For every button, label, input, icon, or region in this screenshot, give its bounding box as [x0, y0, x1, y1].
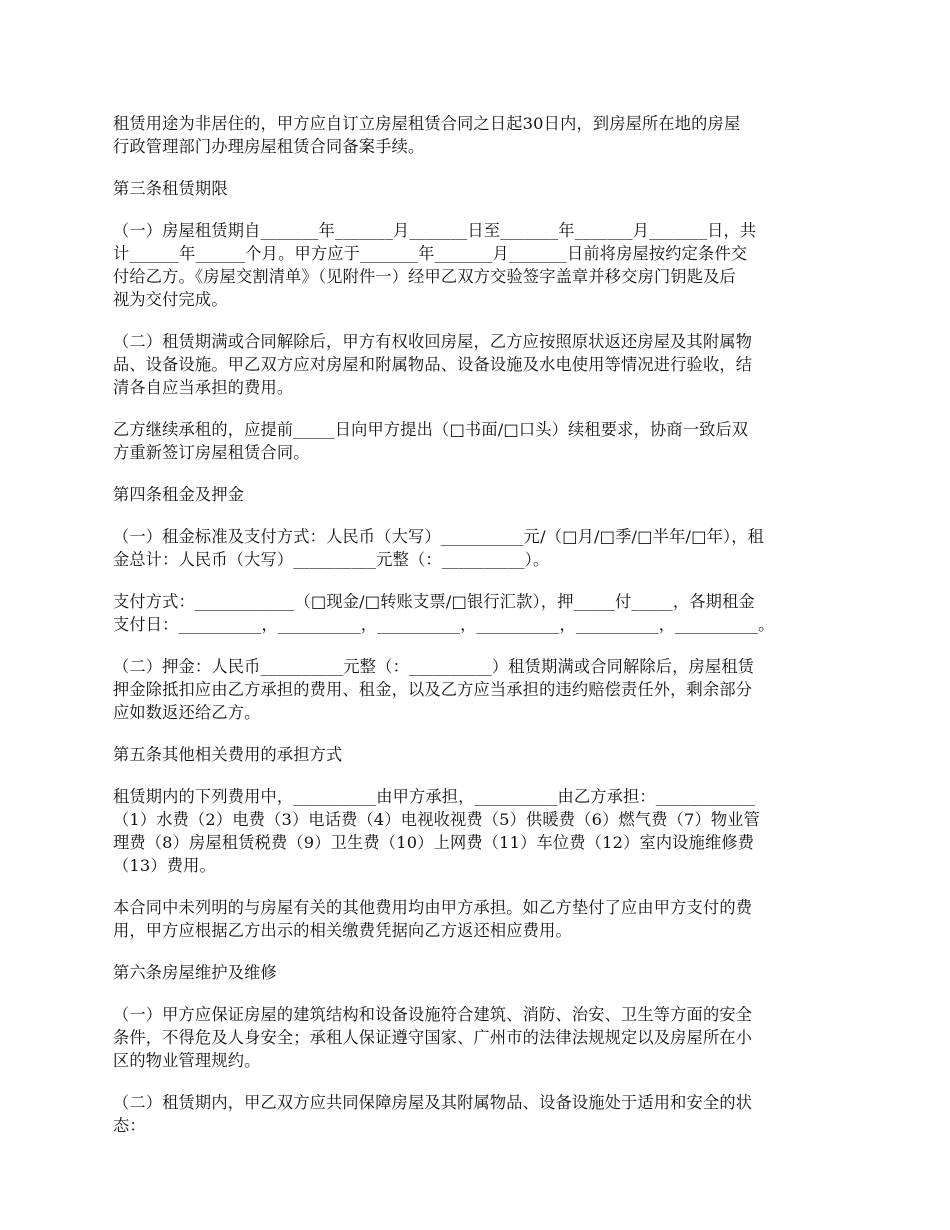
paragraph-unlisted-fees: 本合同中未列明的与房屋有关的其他费用均由甲方承担。如乙方垫付了应由甲方支付的费 用，甲方应根据乙方出示的相关缴费凭据向乙方返还相应费用。: [113, 898, 753, 940]
paragraph-joint-maintenance: （二）租赁期内，甲乙双方应共同保障房屋及其附属物品、设备设施处于适用和安全的状 态：: [113, 1093, 753, 1135]
paragraph-lease-expiry-return: （二）租赁期满或合同解除后，甲方有权收回房屋，乙方应按照原状返还房屋及其附属物 品、设备设施。甲乙双方应对房屋和附属物品、设备设施及水电使用等情况进行验收，结 清各自应当承担的费用。: [113, 332, 753, 397]
paragraph-rent-standard: （一）租金标准及支付方式：人民币（大写）__________元/（□月/□季/□半年/□年），租 金总计：人民币（大写）__________元整（：__________）。: [113, 527, 765, 569]
paragraph-filing-requirement: 租赁用途为非居住的，甲方应自订立房屋租赁合同之日起30日内，到房屋所在地的房屋 行政管理部门办理房屋租赁合同备案手续。: [113, 114, 741, 156]
section-heading-other-fees: 第五条其他相关费用的承担方式: [113, 745, 343, 764]
section-heading-lease-term: 第三条租赁期限: [113, 179, 228, 198]
document-body: [113, 112, 843, 1156]
section-heading-rent-deposit: 第四条租金及押金: [113, 485, 245, 504]
paragraph-lease-period: （一）房屋租赁期自_______年_______月_______日至_______年_______月_______日，共 计______年______个月。甲方应于_______年_______月_______日前将房屋按约定条件交 付给乙方。《房屋交割清单》（见附件一）经甲乙双方交验签字盖章并移交房门钥匙及后 视为交付完成。: [113, 221, 757, 309]
paragraph-deposit: （二）押金：人民币__________元整（：__________）租赁期满或合同解除后，房屋租赁 押金除抵扣应由乙方承担的费用、租金，以及乙方应当承担的违约赔偿责任外，剩余部分 应如数返还给乙方。: [113, 657, 755, 722]
paragraph-fee-allocation: 租赁期内的下列费用中，__________由甲方承担，__________由乙方承担：____________ （1）水费（2）电费（3）电话费（4）电视收视费（5）供暖费（6）燃气费（7）物业管 理费（8）房屋租赁税费（9）卫生费（10）上网费（11）车位费（12）室内设施维修费 （13）费用。: [113, 787, 761, 875]
paragraph-safety-conditions: （一）甲方应保证房屋的建筑结构和设备设施符合建筑、消防、治安、卫生等方面的安全 条件，不得危及人身安全；承租人保证遵守国家、广州市的法律法规规定以及房屋所在小 区的物业管理规约。: [113, 1005, 753, 1070]
section-heading-maintenance: 第六条房屋维护及维修: [113, 963, 277, 982]
paragraph-lease-renewal: 乙方继续承租的，应提前_____日向甲方提出（□书面/□口头）续租要求，协商一致后双 方重新签订房屋租赁合同。: [113, 420, 749, 462]
paragraph-payment-method: 支付方式：____________（□现金/□转账支票/□银行汇款），押_____付_____，各期租金 支付日：__________，__________，__________，__________，__________，__________。: [113, 592, 775, 634]
